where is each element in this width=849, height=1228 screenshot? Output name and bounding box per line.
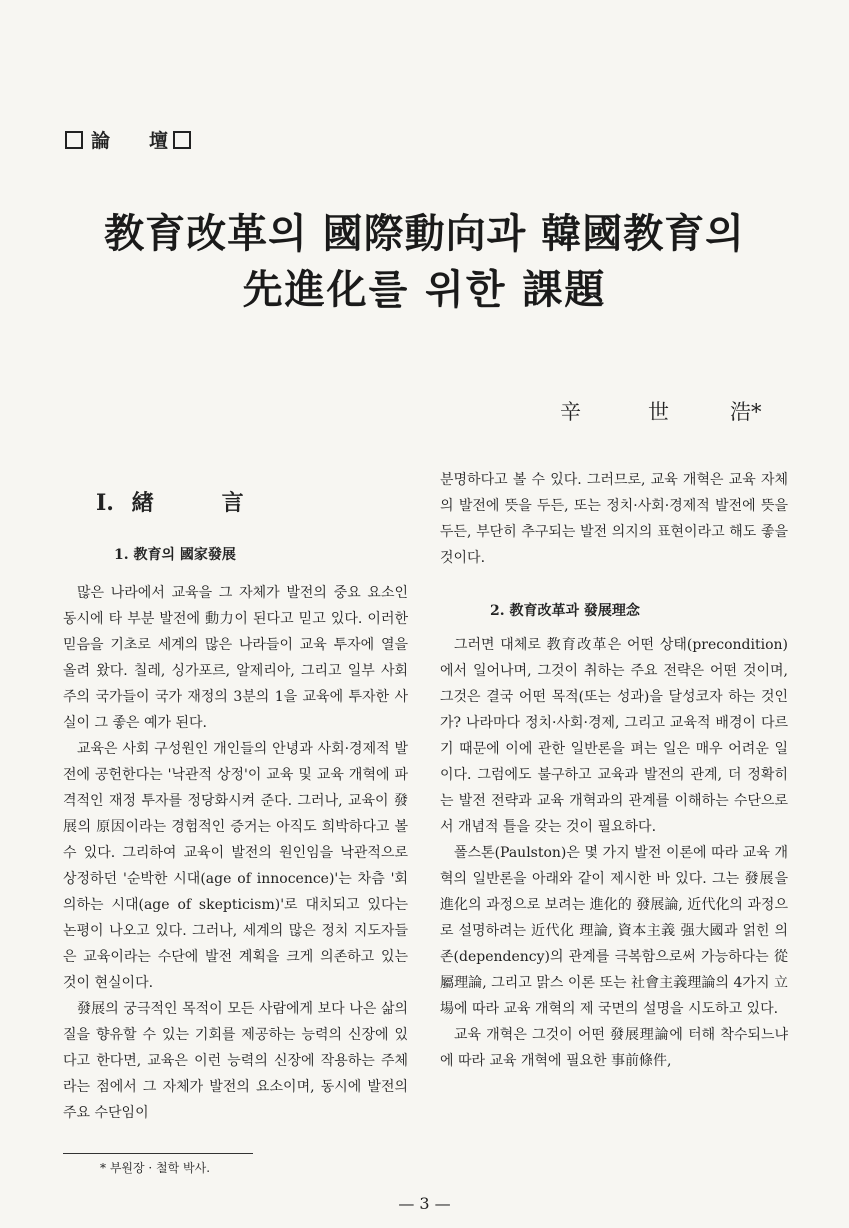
- paragraph: 發展의 궁극적인 목적이 모든 사람에게 보다 나은 삶의 질을 향유할 수 있는 기회를 제공하는 능력의 신장에 있다고 한다면, 교육은 이런 능력의 신장에 작용하는 주체라는 점에서 그 자체가 발전의 요소이며, 동시에 발전의 주요 수단임이: [63, 1001, 408, 1121]
- square-box-icon: [173, 131, 191, 149]
- author-char2: 世: [648, 400, 669, 424]
- author-char3: 浩*: [730, 400, 762, 424]
- section-tag: [65, 126, 191, 153]
- subsection-heading-1: 1. 教育의 國家發展: [114, 547, 236, 563]
- page-number: — 3 —: [398, 1194, 451, 1213]
- section-heading-number: I.: [96, 490, 114, 516]
- subsection-heading-2: 2. 教育改革과 發展理念: [490, 603, 640, 619]
- section-heading-word1: 緖: [131, 490, 154, 516]
- paragraph: 폴스톤(Paulston)은 몇 가지 발전 이론에 따라 교육 개혁의 일반론을 아래와 같이 제시한 바 있다. 그는 發展을 進化의 과정으로 보려는 進化的 發展論, 近代化의 과정으로 설명하려는 近代化 理論, 資本主義 强大國과 얽힌 의존(dependency)의 관계를 극복함으로써 가능하다는 從屬理論, 그리고 맑스 이론 또는 社會主義理論의 4가지 立場에 따라 교육 개혁의 제 국면의 설명을 시도하고 있다.: [440, 845, 788, 1017]
- paragraph: 교육은 사회 구성원인 개인들의 안녕과 사회·경제적 발전에 공헌한다는 '낙관적 상정'이 교육 및 교육 개혁에 파격적인 재정 투자를 정당화시켜 준다. 그러나, 교육이 發展의 原因이라는 경험적인 증거는 아직도 희박하다고 볼 수 있다. 그리하여 교육이 발전의 원인임을 낙관적으로 상정하던 '순박한 시대(age of innocence)'는 차츰 '회의하는 시대(age of skepticism)'로 대치되고 있다는 논평이 나오고 있다. 그러나, 세계의 많은 정치 지도자들은 교육이라는 수단에 발전 계획을 크게 의존하고 있는 것이 현실이다.: [63, 741, 408, 991]
- section-heading: [96, 486, 244, 517]
- section-tag-word1: 論: [91, 130, 112, 152]
- paragraph: 그러면 대체로 教育改革은 어떤 상태(precondition)에서 일어나며, 그것이 취하는 주요 전략은 어떤 것이며, 그것은 결국 어떤 목적(또는 성과)을 달성코자 하는 것인가? 나라마다 정치·사회·경제, 그리고 교육적 배경이 다르기 때문에 이에 관한 일반론을 펴는 일은 매우 어려운 일이다. 그럼에도 불구하고 교육과 발전의 관계, 더 정확히는 발전 전략과 교육 개혁과의 관계를 이해하는 수단으로서 개념적 틀을 갖는 것이 필요하다.: [440, 637, 788, 835]
- right-column-top: [440, 467, 788, 571]
- square-box-icon: [65, 131, 83, 149]
- title-line1: 教育改革의 國際動向과 韓國教育의: [104, 210, 745, 257]
- footnote-rule: [63, 1153, 253, 1154]
- section-tag-word2: 壇: [149, 130, 170, 152]
- author-char1: 辛: [560, 400, 581, 424]
- paragraph: 분명하다고 볼 수 있다. 그러므로, 교육 개혁은 교육 자체의 발전에 뜻을 두든, 또는 정치·사회·경제적 발전에 뜻을 두든, 부단히 추구되는 발전 의지의 표현이라고 해도 좋을 것이다.: [440, 472, 788, 566]
- section-heading-word2: 言: [221, 490, 244, 516]
- right-column: [440, 632, 788, 1074]
- paragraph: 많은 나라에서 교육을 그 자체가 발전의 중요 요소인 동시에 타 부분 발전에 動力이 된다고 믿고 있다. 이러한 믿음을 기초로 세계의 많은 나라들이 교육 투자에 열을 올려 왔다. 칠레, 싱가포르, 알제리아, 그리고 일부 사회주의 국가들이 국가 재정의 3분의 1을 교육에 투자한 사실이 그 좋은 예가 된다.: [63, 585, 408, 731]
- title-line2: 先進化를 위한 課題: [242, 266, 607, 313]
- footnote: * 부원장 · 철학 박사.: [100, 1161, 211, 1175]
- left-column: [63, 580, 408, 1126]
- paragraph: 교육 개혁은 그것이 어떤 發展理論에 터해 착수되느냐에 따라 교육 개혁에 필요한 事前條件,: [440, 1027, 788, 1069]
